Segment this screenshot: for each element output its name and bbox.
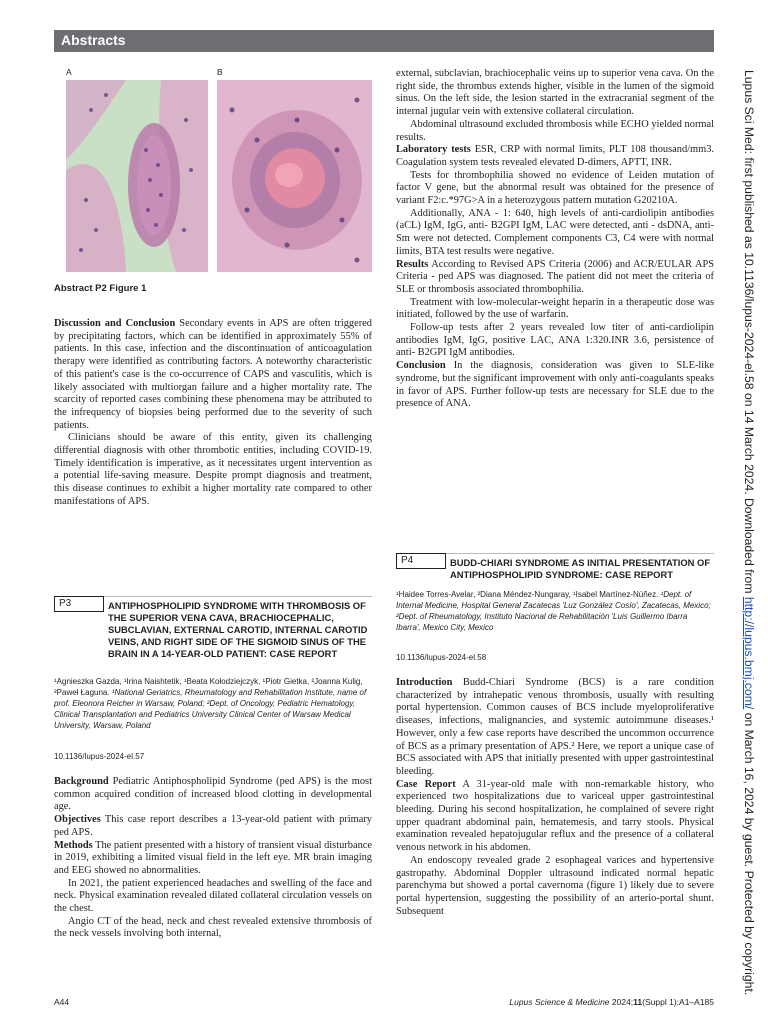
paragraph xyxy=(396,360,714,411)
author-list-p4 xyxy=(396,589,714,633)
body-text: In the diagnosis, consideration was given to SLE-like syndrome, but the significant improvement with only anti-coagulants speaks in favor of APS. Further follow-up tests are necessary for SLE due to the presence of ANA. xyxy=(396,360,714,410)
paragraph xyxy=(54,318,372,432)
sidebar-prefix: Lupus Sci Med: first published as 10.1136/lupus-2024-el.58 on 14 March 2024. Downloaded from xyxy=(742,70,756,597)
body-text: Secondary events in APS are often triggered by precipitating factors, which can be identified in approximately 55% of patients. In this case, infection and the discontinuation of anticoagulation therapy were identified as contributing factors. A noteworthy characteristic of this patient's case is the co-occurrence of CAPS and vasculitis, which is likely associated with multiorgan failure and a higher mortality rate. The scarcity of reported cases combining these phenomena may be attributed to the infrequency of biopsies being performed due to the severity of such patients. xyxy=(54,318,372,431)
section-lead: Laboratory tests xyxy=(396,144,471,156)
paragraph: external, subclavian, brachiocephalic veins up to superior vena cava. On the right side, the thrombus extends higher, visible in the lumen of the sigmoid sinus. On the left side, the lesion started in the extracranial segment of the internal jugular vein with extensive collateral circulation. xyxy=(396,68,714,118)
section-lead: Results xyxy=(396,258,429,270)
right-column-p3-cont xyxy=(396,68,714,411)
paragraph: Abdominal ultrasound excluded thrombosis while ECHO yielded normal results. xyxy=(396,118,714,143)
body-text: According to Revised APS Criteria (2006) and ACR/EULAR APS Criteria - ped APS was diagnosed. The patient did not meet the criteria of SLE or thrombosis associated thrombophilia. xyxy=(396,258,715,295)
authors: ¹Haidee Torres-Avelar, ²Diana Méndez-Nungaray, ¹Isabel Martínez-Núñez. xyxy=(396,590,659,599)
journal-name: Lupus Science & Medicine xyxy=(509,997,610,1007)
citation-volume: 11 xyxy=(633,997,643,1007)
section-header xyxy=(54,30,714,52)
section-lead: Background xyxy=(54,776,109,787)
section-lead: Case Report xyxy=(396,778,456,790)
divider xyxy=(446,553,714,554)
authors: ¹Agnieszka Gazda, ¹Irina Naishtetik, ¹Beata Kołodziejczyk, ¹Piotr Gietka, ²Joanna Kulig, ²Paweł Łaguna. xyxy=(54,677,363,697)
section-lead: Objectives xyxy=(54,814,101,826)
paragraph xyxy=(54,814,372,839)
body-text: The patient presented with a history of transient visual disturbance in 2019, exhibiting a limited visual field in the left eye. MR brain imaging and EEG showed no abnormalities. xyxy=(54,839,372,876)
paragraph: Follow-up tests after 2 years revealed low titer of anti-cardiolipin antibodies IgM, IgG, positive LAC, ANA 1:320.INR 3.6, persistence of anti- B2GPI IgM antibodies. xyxy=(396,322,714,359)
sidebar-text xyxy=(742,70,756,996)
section-title: Abstracts xyxy=(61,32,126,48)
abstract-id-p3: P3 xyxy=(54,596,104,612)
paragraph: Treatment with low-molecular-weight heparin in a therapeutic dose was initiated, followed by the use of warfarin. xyxy=(396,296,714,321)
sidebar-suffix: on March 16, 2024 by guest. Protected by copyright. xyxy=(742,709,756,996)
paragraph xyxy=(396,677,714,779)
paragraph: Additionally, ANA - 1: 640, high levels of anti-cardiolipin antibodies (aCL) IgM, IgG, anti- B2GPI IgM, LAC were detected, anti - dsDNA, anti-Sm were not detected. Complement components C3, C4 were with normal limits, BTA test results were negative. xyxy=(396,207,714,257)
body-text: A 31-year-old male with non-remarkable history, who experienced two hospitalizations due to variceal upper gastrointestinal bleeding. During his second hospitalization, he complained of severe right upper quadrant abdominal pain, hematemesis, and tarry stools. Physical examination revealed hepatojugular reflux and the presence of a collateral venous network in his abdomen. xyxy=(396,778,714,854)
left-column-discussion xyxy=(54,318,372,509)
histology-image-a xyxy=(66,80,208,272)
affiliations: ¹National Geriatrics, Rheumatology and Rehabilitation Institute, name of prof. Eleonora Reicher in Warsaw, Poland; ²Dept. of Oncology, Pediatric Hematology, Clinical Transplantation and Pediatrics University Clinical Center of Warsaw Medical University, Warsaw, Poland xyxy=(54,688,367,730)
figure-label-b: B xyxy=(217,67,223,77)
section-lead: Methods xyxy=(54,839,93,851)
left-column-p3-body xyxy=(54,776,372,941)
journal-citation xyxy=(509,997,714,1007)
citation-year: 2024; xyxy=(609,997,634,1007)
paragraph xyxy=(54,840,372,878)
section-lead: Discussion and Conclusion xyxy=(54,318,176,329)
body-text: This case report describes a 13-year-old patient with primary ped APS. xyxy=(54,814,372,838)
body-text: Pediatric Antiphospholipid Syndrome (ped APS) is the most common acquired condition of increased blood clotting in developmental age. xyxy=(54,776,372,813)
page-number: A44 xyxy=(54,997,70,1007)
affiliations: ¹Dept. of Internal Medicine, Hospital General Zacatecas 'Luz González Cosío', Zacatecas, Mexico; ²Dept. of Rheumatology, Instituto Nacional de Rehabilitación 'Luis Guillermo Ibarra Ibarra', Mexico City, Mexico xyxy=(396,590,711,632)
divider xyxy=(104,596,372,597)
paragraph xyxy=(396,779,714,855)
citation-pages: (Suppl 1):A1–A185 xyxy=(642,997,714,1007)
abstract-title-p3: ANTIPHOSPHOLIPID SYNDROME WITH THROMBOSIS OF THE SUPERIOR VENA CAVA, BRACHIOCEPHALIC, SUBCLAVIAN, EXTERNAL CAROTID, INTERNAL CAROTID VEINS, AND RIGHT SIDE OF THE SIGMOID SINUS OF THE BRAIN IN A 14-YEAR-OLD PATIENT: CASE REPORT xyxy=(108,600,368,659)
doi-p4: 10.1136/lupus-2024-el.58 xyxy=(396,653,487,662)
figure-caption: Abstract P2 Figure 1 xyxy=(54,283,147,294)
section-lead: Introduction xyxy=(396,677,453,688)
figure-label-a: A xyxy=(66,67,72,77)
right-column-p4-body xyxy=(396,677,714,918)
doi-p3: 10.1136/lupus-2024-el.57 xyxy=(54,752,145,761)
histology-image-b xyxy=(217,80,372,272)
author-list-p3 xyxy=(54,676,372,731)
paragraph xyxy=(54,776,372,814)
abstract-id-p4: P4 xyxy=(396,553,446,569)
paragraph: In 2021, the patient experienced headaches and swelling of the face and neck. Physical examination revealed dilated collateral circulation vessels on the chest. xyxy=(54,877,372,915)
paragraph xyxy=(396,259,714,297)
paragraph xyxy=(396,144,714,169)
download-link[interactable]: http://lupus.bmj.com/ xyxy=(742,596,756,710)
abstract-title-p4: BUDD-CHIARI SYNDROME AS INITIAL PRESENTATION OF ANTIPHOSPHOLIPID SYNDROME: CASE REPORT xyxy=(450,557,711,580)
paragraph: An endoscopy revealed grade 2 esophageal varices and hypertensive gastropathy. Abdominal Doppler ultrasound indicated normal hepatic parenchyma but showed a portal cavernoma (figure 1) likely due to severe portal hypertension, suggesting the possibility of an arterio-portal shunt. Subsequent xyxy=(396,854,714,917)
paragraph: Tests for thrombophilia showed no evidence of Leiden mutation of factor V gene, but the abnormal result was obtained for the presence of variant F2:c.*97G>A in a heterozygous pattern mutation G20210A. xyxy=(396,169,714,207)
body-text: Budd-Chiari Syndrome (BCS) is a rare condition characterized by intrahepatic venous thrombosis, usually with resulting portal hypertension. Common causes of BCS include myeloproliferative diseases, infections, malignancies, and systemic autoimmune diseases.¹ However, only a few case reports have described the uncommon occurrence of BCS as a primary presentation of APS.² Here, we report a unique case of BCS associated with APS that initially presented with upper gastrointestinal bleeding. xyxy=(396,677,714,777)
body-text: ESR, CRP with normal limits, PLT 108 thousand/mm3. Coagulation system tests revealed elevated D-dimers, APTT, INR. xyxy=(396,144,714,168)
paragraph: Clinicians should be aware of this entity, given its challenging differential diagnosis with other thrombotic entities, including COVID-19. Timely identification is imperative, as it necessitates urgent intervention as a potential life-saving measure. Despite prompt diagnosis and treatment, this disease continues to exhibit a higher mortality rate compared to other manifestations of APS. xyxy=(54,432,372,507)
section-lead: Conclusion xyxy=(396,360,446,372)
paragraph: Angio CT of the head, neck and chest revealed extensive thrombosis of the neck vessels involving both internal, xyxy=(54,915,372,940)
copyright-sidebar xyxy=(738,70,758,996)
